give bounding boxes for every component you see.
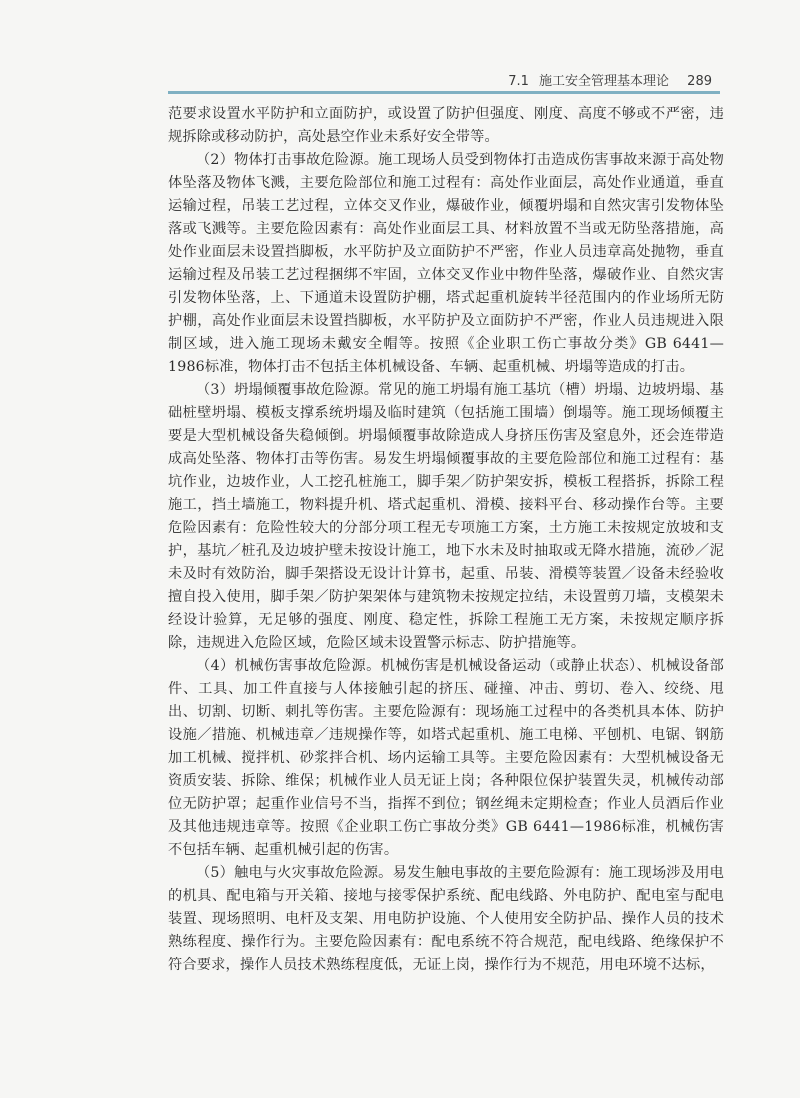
paragraph-object-strike: （2）物体打击事故危险源。施工现场人员受到物体打击造成伤害事故来源于高处物体坠落及物体飞溅，主要危险部位和施工过程有：高处作业面层，高处作业通道，垂直运输过程，吊装工艺过程，立体交叉作业，爆破作业，倾覆坍塌和自然灾害引发物体坠落或飞溅等。主要危险因素有：高处作业面层工具、材料放置不当或无防坠落措施，高处作业面层未设置挡脚板，水平防护及立面防护不严密，作业人员违章高处抛物，垂直运输过程及吊装工艺过程捆绑不牢固，立体交叉作业中物件坠落，爆破作业、自然灾害引发物体坠落，上、下通道未设置防护棚，塔式起重机旋转半径范围内的作业场所无防护棚，高处作业面层未设置挡脚板，水平防护及立面防护不严密，作业人员违规进入限制区域，进入施工现场未戴安全帽等。按照《企业职工伤亡事故分类》GB 6441—1986标准，物体打击不包括主体机械设备、车辆、起重机械、坍塌等造成的打击。 <box>168 152 724 375</box>
section-title: 施工安全管理基本理论 <box>539 74 670 89</box>
paragraph-continuation: 范要求设置水平防护和立面防护，或设置了防护但强度、刚度、高度不够或不严密，违规拆除或移动防护，高处悬空作业未系好安全带等。 <box>168 106 724 145</box>
paragraph-collapse-overturn: （3）坍塌倾覆事故危险源。常见的施工坍塌有施工基坑（槽）坍塌、边坡坍塌、基础桩壁坍塌、模板支撑系统坍塌及临时建筑（包括施工围墙）倒塌等。施工现场倾覆主要是大型机械设备失稳倾倒。坍塌倾覆事故除造成人身挤压伤害及窒息外，还会连带造成高处坠落、物体打击等伤害。易发生坍塌倾覆事故的主要危险部位和施工过程有：基坑作业，边坡作业，人工挖孔桩施工，脚手架／防护架安拆，模板工程搭拆，拆除工程施工，挡土墙施工，物料提升机、塔式起重机、滑模、接料平台、移动操作台等。主要危险因素有：危险性较大的分部分项工程无专项施工方案，土方施工未按规定放坡和支护，基坑／桩孔及边坡护壁未按设计施工，地下水未及时抽取或无降水措施，流砂／泥未及时有效防治，脚手架搭设无设计计算书，起重、吊装、滑模等装置／设备未经验收擅自投入使用，脚手架／防护架架体与建筑物未按规定拉结，未设置剪刀墙，支模架未经设计验算，无足够的强度、刚度、稳定性，拆除工程施工无方案，未按规定顺序拆除，违规进入危险区域，危险区域未设置警示标志、防护措施等。 <box>168 382 724 651</box>
page-number: 289 <box>687 74 712 89</box>
body-text <box>168 103 724 977</box>
paragraph-electric-fire: （5）触电与火灾事故危险源。易发生触电事故的主要危险源有：施工现场涉及用电的机具、配电箱与开关箱、接地与接零保护系统、配电线路、外电防护、配电室与配电装置、现场照明、电杆及支架、用电防护设施、个人使用安全防护品、操作人员的技术熟练程度、操作行为。主要危险因素有：配电系统不符合规范，配电线路、绝缘保护不符合要求，操作人员技术熟练程度低，无证上岗，操作行为不规范，用电环境不达标， <box>168 865 724 973</box>
header-rule <box>168 91 720 94</box>
paragraph-mechanical-injury: （4）机械伤害事故危险源。机械伤害是机械设备运动（或静止状态）、机械设备部件、工具、加工件直接与人体接触引起的挤压、碰撞、冲击、剪切、卷入、绞绕、甩出、切割、切断、刺扎等伤害。主要危险源有：现场施工过程中的各类机具本体、防护设施／措施、机械违章／违规操作等，如塔式起重机、施工电梯、平刨机、电锯、钢筋加工机械、搅拌机、砂浆拌合机、场内运输工具等。主要危险因素有：大型机械设备无资质安装、拆除、维保；机械作业人员无证上岗；各种限位保护装置失灵，机械传动部位无防护罩；起重作业信号不当，指挥不到位；钢丝绳未定期检查；作业人员酒后作业及其他违规违章等。按照《企业职工伤亡事故分类》GB 6441—1986标准，机械伤害不包括车辆、起重机械引起的伤害。 <box>168 658 724 858</box>
running-header <box>168 70 712 89</box>
section-number: 7.1 <box>508 74 529 89</box>
